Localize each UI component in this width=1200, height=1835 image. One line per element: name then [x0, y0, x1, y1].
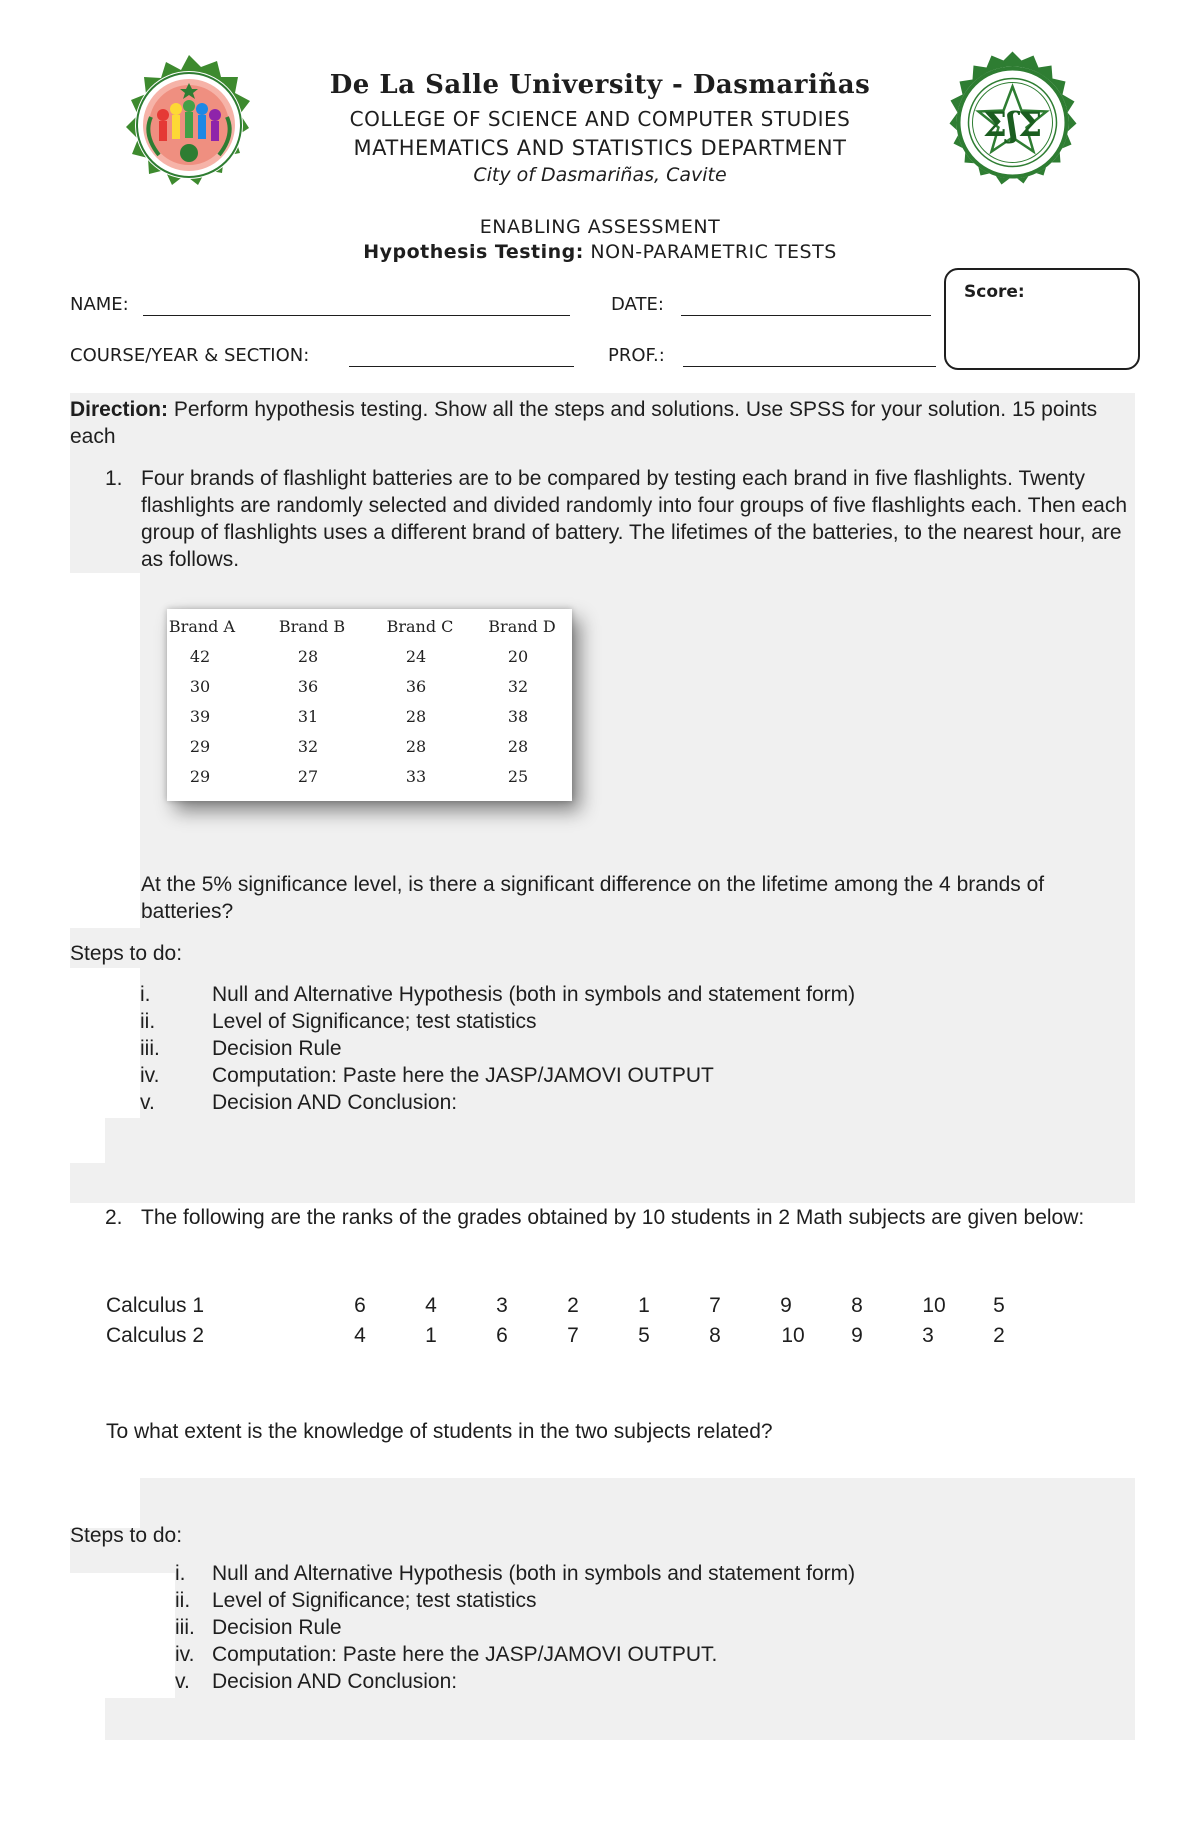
step-number: iv.: [175, 1643, 195, 1666]
rank-value: 1: [425, 1324, 437, 1347]
university-name: De La Salle University - Dasmariñas: [329, 70, 871, 100]
rank-value: 2: [567, 1294, 579, 1317]
rank-value: 1: [638, 1294, 650, 1317]
score-label: Score:: [964, 282, 1025, 302]
step-text: Level of Significance; test statistics: [212, 1010, 537, 1033]
city-name: City of Dasmariñas, Cavite: [473, 164, 727, 186]
rank-value: 9: [851, 1324, 863, 1347]
table-cell: 25: [507, 767, 529, 786]
assessment-title: ENABLING ASSESSMENT: [479, 216, 721, 238]
rank-value: 8: [709, 1324, 721, 1347]
table-cell: 27: [297, 767, 319, 786]
problem1-question: At the 5% significance level, is there a significant difference on the lifetime among the 4 brands of batteries?: [141, 873, 1045, 923]
step-number: iii.: [175, 1616, 195, 1639]
assessment-topic: [0, 241, 1200, 263]
table-cell: 38: [507, 707, 529, 726]
table-cell: 30: [189, 677, 211, 696]
battery-table: [167, 609, 572, 801]
table-cell: 29: [189, 737, 211, 756]
table-cell: 28: [297, 647, 319, 666]
rank-value: 8: [851, 1294, 863, 1317]
department-name: MATHEMATICS AND STATISTICS DEPARTMENT: [353, 136, 847, 160]
shade-answer1-a: [105, 1118, 1135, 1163]
table-header: Brand C: [386, 617, 454, 636]
shade-answer2-a: [140, 1478, 1135, 1528]
table-cell: 39: [189, 707, 211, 726]
steps2-title: Steps to do:: [70, 1524, 183, 1547]
step-text: Decision Rule: [212, 1616, 342, 1639]
date-field[interactable]: [681, 315, 931, 316]
step-number: iii.: [140, 1037, 160, 1060]
shade-answer2-c: [105, 1698, 1135, 1740]
direction-text: Perform hypothesis testing. Show all the steps and solutions. Use SPSS for your solution. 15 points each: [70, 398, 1098, 448]
prof-field[interactable]: [683, 366, 936, 367]
table-cell: 29: [189, 767, 211, 786]
shade-steps1: [70, 928, 1135, 968]
step-text: Computation: Paste here the JASP/JAMOVI OUTPUT.: [212, 1643, 718, 1666]
step-number: iv.: [140, 1064, 160, 1087]
table-header: Brand A: [168, 617, 236, 636]
topic-name: NON-PARAMETRIC TESTS: [590, 241, 837, 263]
problem2-text: The following are the ranks of the grades obtained by 10 students in 2 Math subjects are given below:: [141, 1206, 1085, 1229]
rank-value: 9: [780, 1294, 792, 1317]
rank-value: 7: [567, 1324, 579, 1347]
name-label: NAME:: [70, 294, 129, 315]
rank-row-label: Calculus 1: [106, 1294, 205, 1317]
table-cell: 31: [297, 707, 319, 726]
problem2-question: To what extent is the knowledge of students in the two subjects related?: [106, 1420, 773, 1443]
step-text: Decision Rule: [212, 1037, 342, 1060]
shade-answer1-b: [70, 1163, 1135, 1203]
steps1-title: Steps to do:: [70, 942, 183, 965]
direction: [70, 396, 1130, 450]
step-text: Null and Alternative Hypothesis (both in symbols and statement form): [212, 983, 856, 1006]
date-label: DATE:: [611, 294, 664, 315]
table-cell: 36: [297, 677, 319, 696]
problem1-number: 1.: [105, 467, 123, 490]
step-text: Computation: Paste here the JASP/JAMOVI OUTPUT: [212, 1064, 714, 1087]
seal-glyph: ΣʃΣ: [982, 105, 1043, 145]
course-field[interactable]: [349, 366, 574, 367]
table-cell: 28: [405, 737, 427, 756]
rank-value: 5: [638, 1324, 650, 1347]
direction-label: Direction:: [70, 398, 169, 421]
rank-value: 10: [922, 1294, 946, 1317]
step-number: i.: [140, 983, 151, 1006]
rank-value: 10: [781, 1324, 805, 1347]
rank-value: 6: [496, 1324, 508, 1347]
step-text: Null and Alternative Hypothesis (both in symbols and statement form): [212, 1562, 856, 1585]
step-text: Level of Significance; test statistics: [212, 1589, 537, 1612]
prof-label: PROF.:: [608, 345, 665, 366]
rank-value: 4: [425, 1294, 437, 1317]
rank-value: 3: [922, 1324, 934, 1347]
college-name: COLLEGE OF SCIENCE AND COMPUTER STUDIES: [349, 107, 851, 131]
problem2-number: 2.: [105, 1206, 123, 1229]
step-number: ii.: [175, 1589, 191, 1612]
step-text: Decision AND Conclusion:: [212, 1091, 458, 1114]
name-field[interactable]: [143, 315, 570, 316]
rank-value: 7: [709, 1294, 721, 1317]
table-cell: 32: [507, 677, 529, 696]
rank-value: 3: [496, 1294, 508, 1317]
table-cell: 28: [507, 737, 529, 756]
step-number: v.: [140, 1091, 155, 1114]
problem1-text: Four brands of flashlight batteries are to be compared by testing each brand in five flashlights. Twenty flashlights are randomly selected and divided randomly into four groups of five flashlights each. Then each group of flashlights uses a different brand of battery. The lifetimes of the batteries, to the nearest hour, are as follows.: [141, 467, 1128, 571]
rank-row-label: Calculus 2: [106, 1324, 205, 1347]
rank-value: 4: [354, 1324, 366, 1347]
table-cell: 32: [297, 737, 319, 756]
table-cell: 20: [507, 647, 529, 666]
step-text: Decision AND Conclusion:: [212, 1670, 458, 1693]
table-cell: 24: [405, 647, 427, 666]
table-cell: 28: [405, 707, 427, 726]
course-label: COURSE/YEAR & SECTION:: [70, 345, 310, 366]
table-cell: 42: [189, 647, 211, 666]
table-cell: 36: [405, 677, 427, 696]
table-cell: 33: [405, 767, 427, 786]
table-header: Brand D: [488, 617, 556, 636]
rank-value: 2: [993, 1324, 1005, 1347]
rank-value: 5: [993, 1294, 1005, 1317]
table-header: Brand B: [278, 617, 346, 636]
topic-prefix: Hypothesis Testing:: [363, 241, 584, 263]
step-number: v.: [175, 1670, 190, 1693]
score-box[interactable]: [944, 268, 1140, 370]
step-number: ii.: [140, 1010, 156, 1033]
rank-value: 6: [354, 1294, 366, 1317]
step-number: i.: [175, 1562, 186, 1585]
